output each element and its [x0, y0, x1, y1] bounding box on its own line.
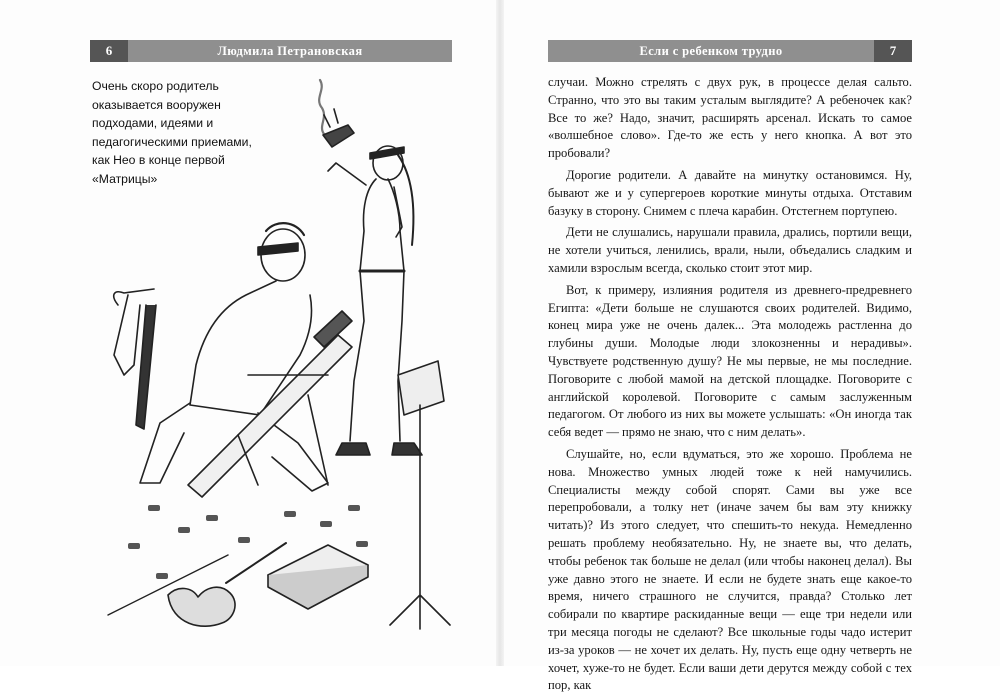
right-running-head-title: Если с ребенком трудно: [548, 40, 874, 62]
illustration: [98, 75, 478, 635]
book-drawing: [268, 545, 368, 609]
paragraph: Дети не слушались, нарушали правила, дрались, портили вещи, не хотели учиться, ленились, врали, ныли, объедались сладким и хамили взрослым всегда, сколько стоит этот мир.: [548, 225, 912, 275]
body-text: [548, 74, 912, 699]
left-page-number: 6: [90, 40, 128, 62]
paragraph: Дорогие родители. А давайте на минутку остановимся. Ну, бывают же и у супергероев короткие минуты отдыха. Отставим базуку в сторону. Снимем с плеча карабин. Отстегнем портупею.: [548, 167, 912, 218]
right-running-head: [548, 40, 912, 62]
paragraph: Слушайте, но, если вдуматься, это же хорошо. Проблема не нова. Множество умных людей тоже к ней намучились. Специалисты между собой спорят. Сами вы уже все перепробовали, а толку нет (иначе зачем бы вам эту книжку читать)? Из этого следует, что спешить-то некуда. Немедленно решать проблему необязательно. Ну, не знаете вы, что делать, чтобы ребенок так больше не делал (или чтобы наконец делал). Вы уже давно этого не знаете. И если не будете знать еще какое-то время, ничего страшного не случится, правда? Столько лет собирали по квартире раскиданные вещи — еще три недели или три месяца погоды не сделают? Все школьные годы чадо истерит из-за уроков — не хочет их делать. Ну, пусть еще одну четверть не хочет, хуже-то не будет. Если ваши дети дерутся между собой с тех пор, как: [548, 446, 912, 693]
left-running-head: [90, 40, 452, 62]
left-running-head-title: Людмила Петрановская: [128, 40, 452, 62]
illustration-caption: Очень скоро родитель оказывается вооружен подходами, идеями и педагогическими приемами, как Нео в конце первой «Матрицы»: [92, 79, 252, 186]
paragraph: Вот, к примеру, излияния родителя из древнего-предревнего Египта: «Дети больше не слушаются своих родителей. Видимо, конец мира уже не очень далек... Эта молодежь растленна до глубины души. Молодые люди злокозненны и нерадивы». Чувствуете родственную душу? Не мы первые, не мы последние. Поговорите с любой мамой на детской площадке. Поговорите с английской королевой. Поговорите с самым заслуженным педагогом. От любого из них вы можете услышать: «Он иногда так себя ведет — прямо не знаю, что с ним делать».: [548, 282, 912, 440]
violin-drawing: [108, 543, 286, 626]
book-gutter: [496, 0, 504, 666]
paragraph: случаи. Можно стрелять с двух рук, в процессе делая сальто. Странно, что это вы таким усталым выглядите? А ребеночек как? Все то же? Надо, значит, расширять арсенал. Искать то самое «волшебное слово». Где-то же есть у него кнопка. А вот это пробовали?: [548, 75, 912, 161]
sitting-man-figure: [114, 223, 328, 491]
right-page-number: 7: [874, 40, 912, 62]
